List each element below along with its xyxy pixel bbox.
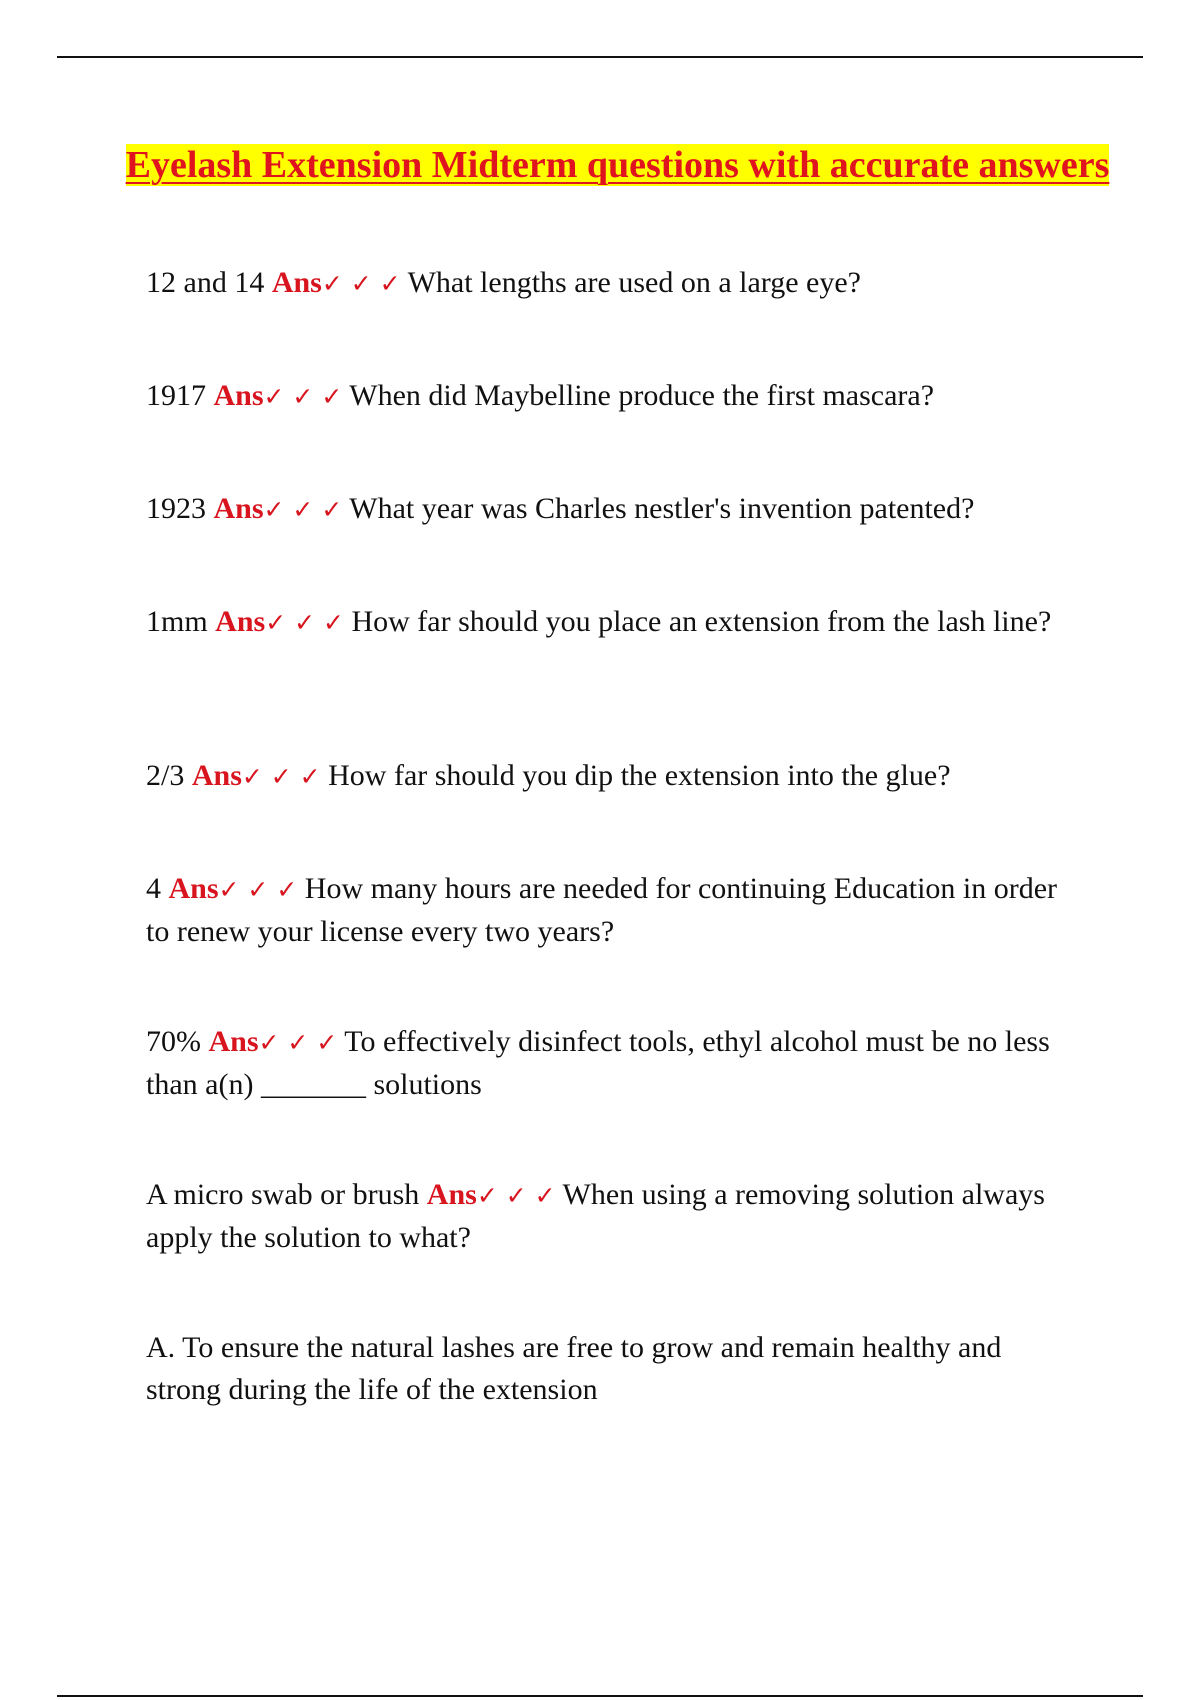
ans-label: Ans [208,1025,259,1058]
question-text: How far should you dip the extension into the glue? [328,759,951,792]
checkmarks-icon: ✓ ✓ ✓ [265,608,344,637]
answer-text: 2/3 [146,759,185,792]
qa-item [146,601,1076,644]
ans-label: Ans [213,379,264,412]
qa-item [146,1174,1076,1259]
ans-label: Ans [213,492,264,525]
question-text: When did Maybelline produce the first mascara? [349,379,935,412]
checkmarks-icon: ✓ ✓ ✓ [263,382,343,411]
document-title-text: Eyelash Extension Midterm questions with accurate answers [125,144,1110,186]
checkmarks-icon: ✓ ✓ ✓ [321,269,401,298]
checkmarks-icon: ✓ ✓ ✓ [218,875,298,904]
checkmarks-icon: ✓ ✓ ✓ [258,1028,338,1057]
answer-text: 1923 [146,492,206,525]
answer-text: 1917 [146,379,206,412]
ans-label: Ans [426,1178,477,1211]
qa-item [146,488,1076,531]
question-text: What year was Charles nestler's invention patented? [349,492,975,525]
question-text: What lengths are used on a large eye? [407,266,861,299]
answer-text: 12 and 14 [146,266,265,299]
answer-text: 70% [146,1025,201,1058]
answer-text: A micro swab or brush [146,1178,420,1211]
top-rule [57,56,1143,58]
qa-item [146,755,1076,798]
question-text: When using a removing solution always apply the solution to what? [146,1178,1045,1254]
answer-text: 1mm [146,605,208,638]
bottom-rule [57,1695,1143,1697]
ans-label: Ans [215,605,266,638]
question-text: How far should you place an extension from the lash line? [351,605,1052,638]
question-text: To effectively disinfect tools, ethyl alcohol must be no less than a(n) _______ solutions [146,1025,1050,1101]
answer-text: 4 [146,872,161,905]
question-text: How many hours are needed for continuing Education in order to renew your license every two years? [146,872,1058,948]
ans-label: Ans [191,759,242,792]
checkmarks-icon: ✓ ✓ ✓ [241,762,321,791]
qa-item [146,868,1076,953]
qa-item [146,1021,1076,1106]
checkmarks-icon: ✓ ✓ ✓ [476,1181,556,1210]
ans-label: Ans [168,872,219,905]
document-title [100,140,1135,191]
trailing-paragraph: A. To ensure the natural lashes are free to grow and remain healthy and strong during the life of the extension [146,1331,1002,1406]
ans-label: Ans [271,266,322,299]
qa-item [146,262,1076,305]
checkmarks-icon: ✓ ✓ ✓ [263,495,343,524]
qa-item [146,375,1076,418]
